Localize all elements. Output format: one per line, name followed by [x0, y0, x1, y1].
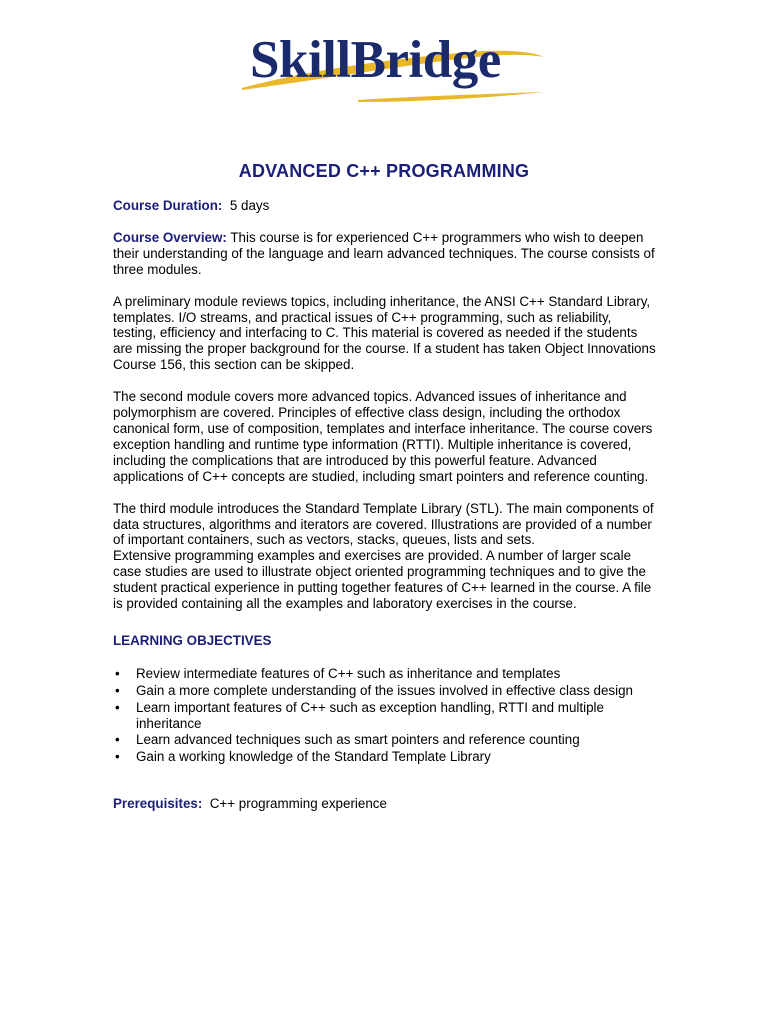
- course-duration: [113, 198, 658, 214]
- paragraph-preliminary-module: A preliminary module reviews topics, including inheritance, the ANSI C++ Standard Library, templates. I/O streams, and practical issues of C++ programming, such as reliability, testing, efficiency and interfacing to C. This material is covered as needed if the students are missing the proper background for the course. If a student has taken Object Innovations Course 156, this section can be skipped.: [113, 293, 656, 373]
- list-item: • Review intermediate features of C++ such as inheritance and templates: [115, 665, 561, 681]
- learning-objectives-heading: LEARNING OBJECTIVES: [113, 632, 272, 648]
- learning-objectives-list: [113, 666, 658, 765]
- logo-wordmark: SkillBridge: [250, 31, 501, 89]
- course-overview-text: This course is for experienced C++ programmers who wish to deepen their understanding of the language and learn advanced techniques. The course consists of three modules.: [113, 229, 655, 277]
- document-body: [113, 198, 658, 812]
- prerequisites-label: Prerequisites:: [113, 796, 203, 812]
- paragraph-second-module: The second module covers more advanced topics. Advanced issues of inheritance and polymorphism are covered. Principles of effective class design, including the orthodox canonical form, use of composition, templates and interface inheritance. The course covers exception handling and runtime type information (RTTI). Multiple inheritance is covered, including the complications that are introduced by this powerful feature. Advanced applications of C++ concepts are studied, including smart pointers and reference counting.: [113, 389, 653, 484]
- course-duration-label: Course Duration:: [113, 198, 223, 213]
- skillbridge-logo: [238, 30, 548, 110]
- bullet-icon: •: [115, 665, 120, 681]
- paragraph-examples: Extensive programming examples and exercises are provided. A number of larger scale case studies are used to illustrate object oriented programming techniques and to give the student practical experience in putting together features of C++ learned in the course. A file is provided containing all the examples and laboratory exercises in the course.: [113, 548, 652, 612]
- bullet-icon: •: [115, 732, 120, 748]
- prerequisites: [113, 796, 658, 812]
- course-overview-label: Course Overview:: [113, 229, 227, 245]
- paragraph-third-module: The third module introduces the Standard Template Library (STL). The main components of data structures, algorithms and iterators are covered. Illustrations are provided of a number of important containers, such as vectors, stacks, queues, lists and sets.: [113, 500, 654, 548]
- prerequisites-value: C++ programming experience: [209, 796, 387, 812]
- page-title: ADVANCED C++ PROGRAMMING: [238, 161, 530, 181]
- list-item: • Learn advanced techniques such as smart pointers and reference counting: [115, 732, 580, 748]
- list-item: • Learn important features of C++ such as exception handling, RTTI and multiple inheritance: [115, 699, 604, 731]
- list-item: • Gain a more complete understanding of the issues involved in effective class design: [115, 682, 633, 698]
- course-overview: [113, 230, 658, 278]
- bullet-icon: •: [115, 699, 120, 715]
- course-duration-value: 5 days: [229, 198, 270, 213]
- bullet-icon: •: [115, 749, 120, 765]
- list-item: • Gain a working knowledge of the Standard Template Library: [115, 749, 491, 765]
- bullet-icon: •: [115, 682, 120, 698]
